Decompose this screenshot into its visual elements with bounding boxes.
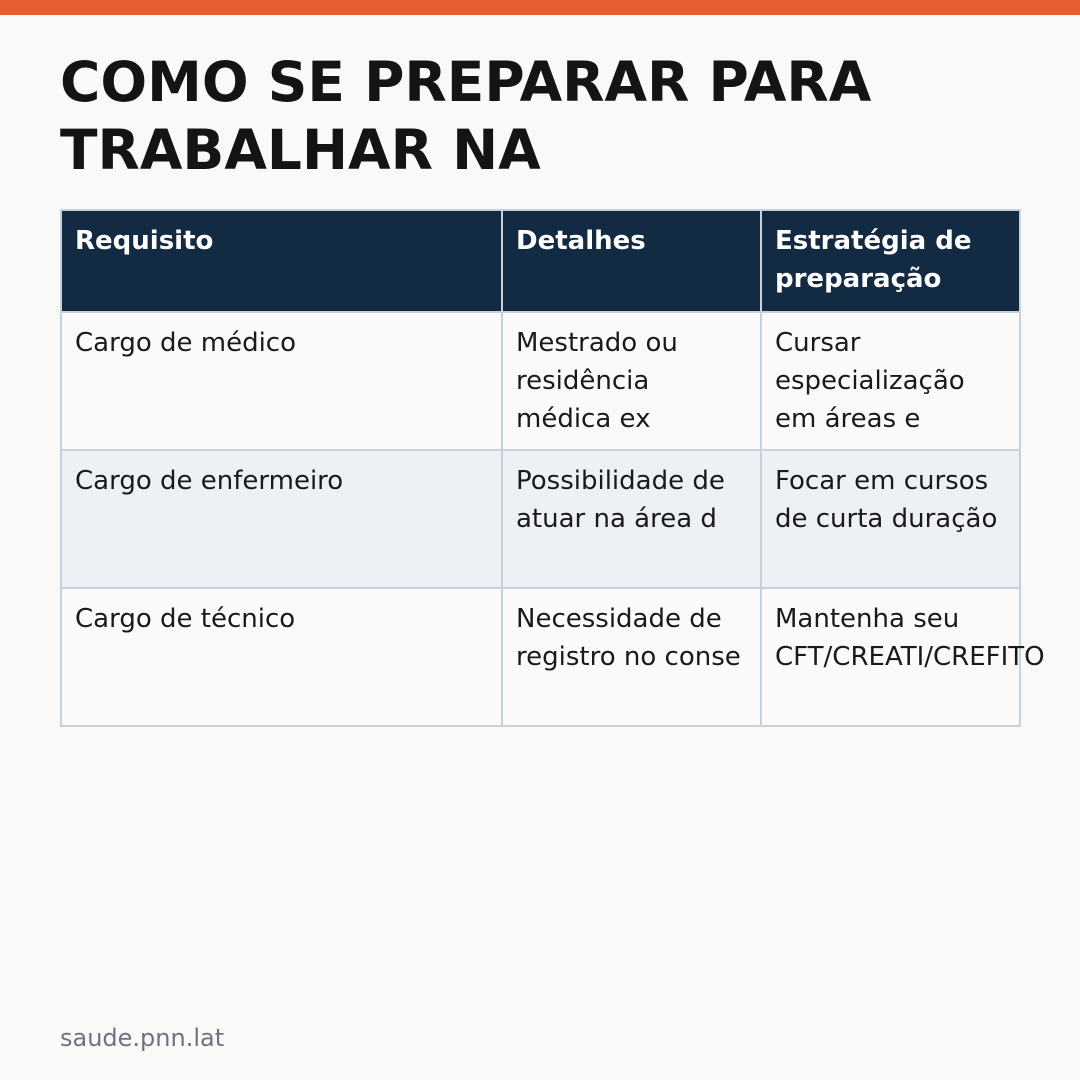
column-header-detalhes: Detalhes <box>502 210 761 312</box>
cell-estrategia-line-2: CFT/CREATI/CREFITO <box>775 642 1045 672</box>
table-header-row <box>61 210 1020 312</box>
footer-site-url: saude.pnn.lat <box>60 1024 225 1052</box>
cell-requisito: Cargo de enfermeiro <box>61 450 502 588</box>
title-line-1: COMO SE PREPARAR PARA <box>60 50 872 114</box>
table-row <box>61 450 1020 588</box>
cell-detalhes: Necessidade de registro no conse <box>502 588 761 726</box>
cell-estrategia-line-1: Mantenha seu <box>775 604 960 634</box>
cell-detalhes: Possibilidade de atuar na área d <box>502 450 761 588</box>
table-row <box>61 312 1020 450</box>
requirements-table <box>60 209 1045 727</box>
page-title <box>60 48 1020 184</box>
cell-requisito: Cargo de médico <box>61 312 502 450</box>
accent-bar <box>0 0 1080 15</box>
cell-detalhes: Mestrado ou residência médica ex <box>502 312 761 450</box>
column-header-requisito: Requisito <box>61 210 502 312</box>
cell-estrategia: Cursar especialização em áreas e <box>761 312 1020 450</box>
table-row <box>61 588 1020 726</box>
column-header-estrategia: Estratégia de preparação <box>761 210 1020 312</box>
cell-requisito: Cargo de técnico <box>61 588 502 726</box>
cell-estrategia <box>761 588 1045 726</box>
cell-estrategia: Focar em cursos de curta duração <box>761 450 1020 588</box>
title-line-2: TRABALHAR NA <box>60 118 541 182</box>
